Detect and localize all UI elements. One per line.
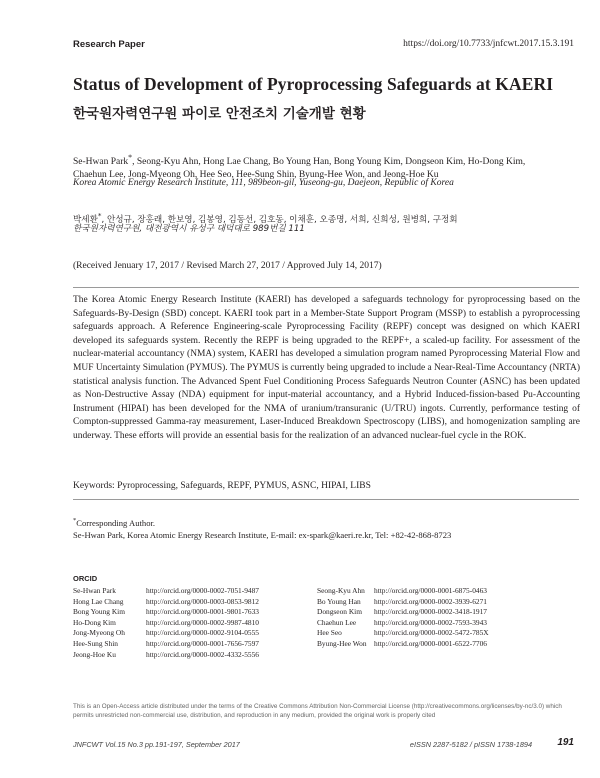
keywords: Keywords: Pyroprocessing, Safeguards, REPF, PYMUS, ASNC, HIPAI, LIBS <box>73 481 371 491</box>
lead-author: Se-Hwan Park <box>73 157 129 168</box>
orcid-name: Hong Lae Chang <box>73 596 124 606</box>
paper-title-korean: 한국원자력연구원 파이로 안전조치 기술개발 현황 <box>73 106 366 122</box>
issn: eISSN 2287-5182 / pISSN 1738-1894 <box>409 740 532 749</box>
abstract: The Korea Atomic Energy Research Institute (KAERI) has developed a safeguards technology for pyroprocessing based on the Safeguards-By-Design (SBD) concept. KAERI took part in a Member-State Support Program (MSSP) to establish a pyroprocessing safeguards approach. A Reference Engineering-scale Pyroprocessing Facility (REPF) concept was designed on which KAERI developed its safeguards system. Recently the REPF is being upgraded to the REPF+, a scaled-up facility. For assessment of the nuclear-material accountancy (NMA) system, KAERI has developed a simulation program named Pyroprocessing Material Flow and MUF Uncertainty Simulation (PYMUS). The PYMUS is currently being upgraded to include a Near-Real-Time Accountancy (NRTA) statistical analysis function. The Advanced Spent Fuel Conditioning Process Safeguards Neutron Counter (ASNC) has been updated as Non-Destructive Assay (NDA) equipment for input-material accountancy, and a Hybrid Induced-fission-based Pu-Accounting Instrument (HIPAI) has been developed for the NMA of uranium/transuranic (U/TRU) ingots. Currently, performance testing of Compton-suppressed Gamma-ray measurement, Laser-Induced Breakdown Spectroscopy (LIBS), and homogenization sampling are underway. These efforts will provide an essential basis for the realization of an advanced nuclear-fuel cycle in the ROK. <box>73 295 580 441</box>
orcid-name: Jong-Myeong Oh <box>73 628 125 638</box>
license-notice: This is an Open-Access article distributed under the terms of the Creative Commons Attribution Non-Commercial License (http://creativecommons.org/licenses/by-nc/3.0) which permits unrestricted non-commercial use, distribution, and reproduction in any medium, provided the original work is properly cited <box>73 703 562 720</box>
received-dates: (Received Jenuary 17, 2017 / Revised March 27, 2017 / Approved July 14, 2017) <box>73 261 382 271</box>
corresponding-author <box>73 515 451 541</box>
orcid-name: Bong Young Kim <box>73 607 125 617</box>
orcid-row <box>317 628 489 639</box>
orcid-name: Ho-Dong Kim <box>73 617 116 627</box>
affiliation-korean: 한국원자력연구원, 대전광역시 유성구 대덕대로 989번길 111 <box>73 224 305 234</box>
orcid-row <box>317 618 489 629</box>
corresponding-label: Corresponding Author. <box>76 517 156 528</box>
journal-citation: JNFCWT Vol.15 No.3 pp.191-197, September 2017 <box>73 740 240 749</box>
orcid-name: Chaehun Lee <box>317 617 357 627</box>
divider-bottom <box>73 499 579 500</box>
corresponding-star: * <box>73 517 77 524</box>
orcid-link[interactable]: http://orcid.org/0000-0002-3418-1917 <box>374 607 487 617</box>
orcid-name: Byung-Hee Won <box>317 638 367 648</box>
orcid-row <box>73 597 259 608</box>
orcid-list-left <box>73 586 259 660</box>
orcid-row <box>73 607 259 618</box>
orcid-link[interactable]: http://orcid.org/0000-0001-6875-0463 <box>374 586 487 595</box>
corresponding-detail: Se-Hwan Park, Korea Atomic Energy Research Institute, E-mail: ex-spark@kaeri.re.kr, Tel: +82-42-868-8723 <box>73 529 452 540</box>
orcid-row <box>317 586 489 597</box>
paper-title: Status of Development of Pyroprocessing Safeguards at KAERI <box>73 74 554 94</box>
orcid-link[interactable]: http://orcid.org/0000-0001-9801-7633 <box>146 607 259 617</box>
orcid-row <box>317 597 489 608</box>
orcid-name: Seong-Kyu Ahn <box>317 586 365 595</box>
page-number: 191 <box>557 737 574 748</box>
orcid-link[interactable]: http://orcid.org/0000-0001-6522-7706 <box>374 638 487 648</box>
orcid-name: Jeong-Hoe Ku <box>73 649 116 659</box>
header-label: Research Paper <box>73 39 145 50</box>
corresponding-mark-korean: * <box>97 211 102 220</box>
orcid-name: Hee-Sung Shin <box>73 638 118 648</box>
orcid-link[interactable]: http://orcid.org/0000-0002-5472-785X <box>374 628 489 638</box>
lead-author-korean: 박세환 <box>73 214 98 225</box>
orcid-link[interactable]: http://orcid.org/0000-0002-7051-9487 <box>146 586 259 595</box>
orcid-name: Dongseon Kim <box>317 607 362 617</box>
affiliation: Korea Atomic Energy Research Institute, 111, 989beon-gil, Yuseong-gu, Daejeon, Republic of Korea <box>73 178 454 188</box>
orcid-name: Se-Hwan Park <box>73 586 116 595</box>
orcid-row <box>317 607 489 618</box>
orcid-link[interactable]: http://orcid.org/0000-0002-7593-3943 <box>374 617 487 627</box>
orcid-link[interactable]: http://orcid.org/0000-0001-7656-7597 <box>146 638 259 648</box>
corresponding-mark: * <box>128 153 133 162</box>
orcid-link[interactable]: http://orcid.org/0000-0002-9987-4810 <box>146 617 259 627</box>
orcid-link[interactable]: http://orcid.org/0000-0002-3939-6271 <box>374 596 487 606</box>
other-authors: , Seong-Kyu Ahn, Hong Lae Chang, Bo Young Han, Bong Young Kim, Dongseon Kim, Ho-Dong Kim, Chaehun Lee, Jong-Myeong Oh, Hee Seo, Hee-Sung Shin, Byung-Hee Won, and Jeong-Hoe Ku <box>73 157 526 181</box>
orcid-row <box>73 650 259 661</box>
orcid-heading: ORCID <box>73 574 98 583</box>
orcid-link[interactable]: http://orcid.org/0000-0003-0853-9812 <box>146 596 259 606</box>
orcid-name: Bo Young Han <box>317 596 361 606</box>
orcid-row <box>317 639 489 650</box>
orcid-link[interactable]: http://orcid.org/0000-0002-4332-5556 <box>146 649 259 659</box>
orcid-row <box>73 586 259 597</box>
divider-top <box>73 287 579 288</box>
orcid-link[interactable]: http://orcid.org/0000-0002-9104-0555 <box>146 628 259 638</box>
orcid-list-right <box>317 586 489 650</box>
orcid-row <box>73 639 259 650</box>
orcid-name: Hee Seo <box>317 628 342 638</box>
orcid-row <box>73 628 259 639</box>
doi-link[interactable]: https://doi.org/10.7733/jnfcwt.2017.15.3.191 <box>403 39 574 49</box>
orcid-row <box>73 618 259 629</box>
other-authors-korean: , 안성규, 장홍래, 한보영, 김봉영, 김동선, 김호동, 이채훈, 오종명, 서희, 신희성, 원병희, 구정회 <box>101 214 458 225</box>
